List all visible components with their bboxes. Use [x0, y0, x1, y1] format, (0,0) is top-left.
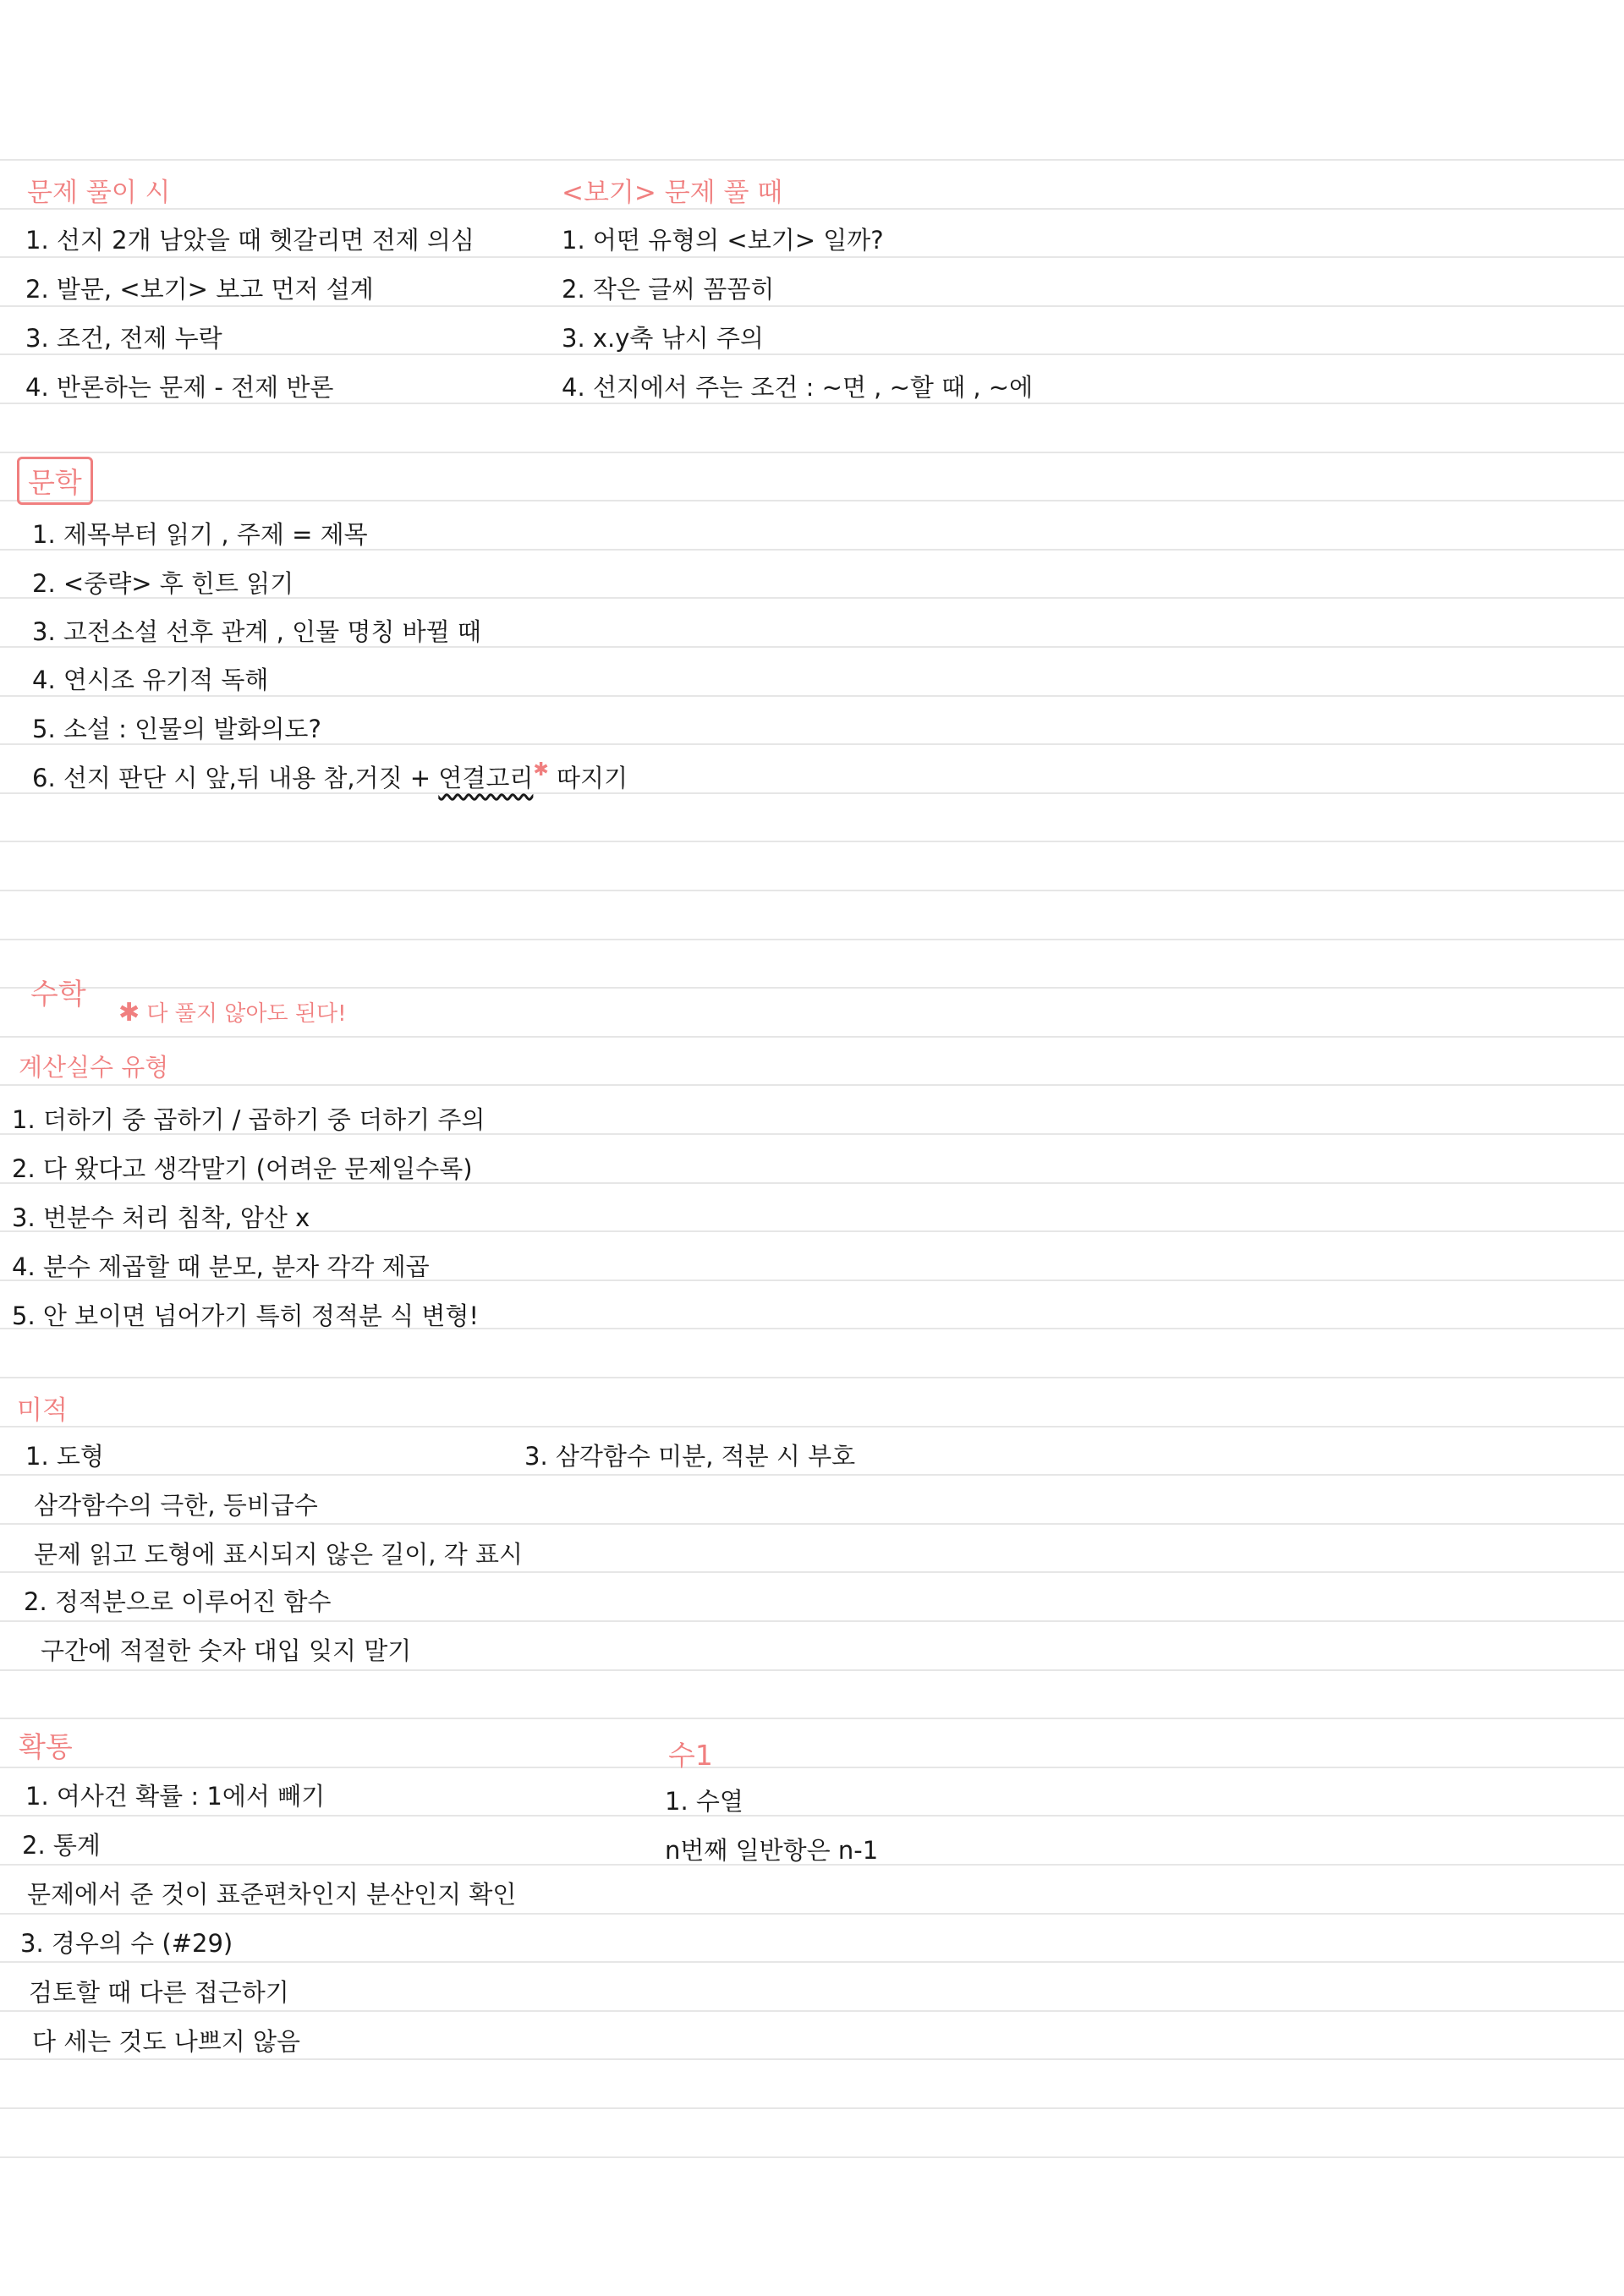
literature-item-3: 3. 고전소설 선후 관계 , 인물 명칭 바뀔 때: [32, 617, 481, 646]
calculus-item-2: 2. 정적분으로 이루어진 함수: [24, 1587, 332, 1616]
star-icon: ✱: [533, 759, 549, 781]
calculus-item-1-detail-a: 삼각함수의 극한, 등비급수: [34, 1491, 318, 1520]
rule-line: [0, 256, 1624, 258]
section-title-bogi: <보기> 문제 풀 때: [562, 178, 783, 208]
math-item-5: 5. 안 보이면 넘어가기 특히 정적분 식 변형!: [12, 1301, 480, 1330]
math1-item-1: 1. 수열: [665, 1787, 743, 1816]
section-title-solving: 문제 풀이 시: [27, 178, 171, 208]
rule-line: [0, 939, 1624, 940]
probability-item-3: 3. 경우의 수 (#29): [20, 1929, 233, 1958]
solving-item-1: 1. 선지 2개 남았을 때 헷갈리면 전제 의심: [25, 226, 475, 255]
rule-line: [0, 1961, 1624, 1963]
solving-item-3: 3. 조건, 전제 누락: [25, 324, 222, 353]
bogi-item-1: 1. 어떤 유형의 <보기> 일까?: [562, 226, 884, 255]
bogi-item-2: 2. 작은 글씨 꼼꼼히: [562, 275, 775, 304]
math-note: [118, 996, 347, 1027]
rule-line: [0, 452, 1624, 453]
rule-line: [0, 1474, 1624, 1476]
math-item-4: 4. 분수 제곱할 때 분모, 분자 각각 제곱: [12, 1252, 430, 1281]
literature-item-1: 1. 제목부터 읽기 , 주제 = 제목: [32, 520, 368, 549]
probability-item-3-detail-a: 검토할 때 다른 접근하기: [29, 1978, 289, 2007]
calculus-item-2-detail: 구간에 적절한 숫자 대입 잊지 말기: [41, 1636, 412, 1665]
math-item-1: 1. 더하기 중 곱하기 / 곱하기 중 더하기 주의: [12, 1105, 486, 1134]
calculus-item-3: 3. 삼각함수 미분, 적분 시 부호: [524, 1442, 856, 1471]
section-title-math1: 수1: [668, 1739, 713, 1772]
probability-item-3-detail-b: 다 세는 것도 나쁘지 않음: [32, 2027, 301, 2056]
literature-item-6-suffix: 따지기: [557, 764, 628, 792]
rule-line: [0, 1571, 1624, 1573]
literature-item-5: 5. 소설 : 인물의 발화의도?: [32, 715, 321, 743]
rule-line: [0, 353, 1624, 355]
calculus-item-1: 1. 도형: [25, 1442, 104, 1471]
rule-line: [0, 305, 1624, 307]
section-title-probability: 확통: [19, 1730, 73, 1763]
rule-line: [0, 890, 1624, 891]
rule-line: [0, 1815, 1624, 1817]
probability-item-2: 2. 통계: [22, 1831, 101, 1860]
literature-item-2: 2. <중략> 후 힌트 읽기: [32, 569, 294, 598]
rule-line: [0, 208, 1624, 210]
section-title-math: 수학: [30, 978, 86, 1011]
section-title-calculus: 미적: [17, 1395, 68, 1426]
calculus-item-1-detail-b: 문제 읽고 도형에 표시되지 않은 길이, 각 표시: [34, 1540, 523, 1569]
rule-line: [0, 841, 1624, 842]
rule-line: [0, 1377, 1624, 1378]
solving-item-2: 2. 발문, <보기> 보고 먼저 설계: [25, 275, 374, 304]
rule-line: [0, 1669, 1624, 1671]
bogi-item-3: 3. x.y축 낚시 주의: [562, 324, 764, 353]
math1-item-1-detail: n번째 일반항은 n-1: [665, 1836, 879, 1865]
rule-line: [0, 1084, 1624, 1086]
literature-item-4: 4. 연시조 유기적 독해: [32, 666, 269, 694]
rule-line: [0, 500, 1624, 501]
rule-line: [0, 1426, 1624, 1427]
rule-line: [0, 1620, 1624, 1622]
rule-line: [0, 1913, 1624, 1915]
math-subtitle: 계산실수 유형: [19, 1053, 169, 1082]
star-icon: ✱: [118, 998, 140, 1027]
rule-line: [0, 1767, 1624, 1768]
section-title-literature: 문학: [17, 457, 93, 505]
math-item-3: 3. 번분수 처리 침착, 암산 x: [12, 1203, 310, 1232]
rule-line: [0, 2156, 1624, 2158]
math-item-2: 2. 다 왔다고 생각말기 (어려운 문제일수록): [12, 1154, 473, 1183]
literature-item-6-prefix: 6. 선지 판단 시 앞,뒤 내용 참,거짓 +: [32, 764, 431, 792]
solving-item-4: 4. 반론하는 문제 - 전제 반론: [25, 373, 334, 402]
math-note-text: 다 풀지 않아도 된다!: [146, 1001, 347, 1027]
rule-line: [0, 2107, 1624, 2109]
rule-line: [0, 1523, 1624, 1525]
rule-line: [0, 2010, 1624, 2012]
rule-line: [0, 159, 1624, 161]
rule-line: [0, 1036, 1624, 1038]
bogi-item-4: 4. 선지에서 주는 조건 : ~면 , ~할 때 , ~에: [562, 373, 1034, 402]
literature-item-6-highlight: 연결고리: [438, 764, 534, 792]
rule-line: [0, 1718, 1624, 1719]
rule-line: [0, 2058, 1624, 2060]
probability-item-1: 1. 여사건 확률 : 1에서 빼기: [25, 1782, 326, 1811]
literature-item-6: [32, 759, 628, 794]
rule-line: [0, 987, 1624, 989]
probability-item-2-detail: 문제에서 준 것이 표준편차인지 분산인지 확인: [27, 1880, 517, 1909]
